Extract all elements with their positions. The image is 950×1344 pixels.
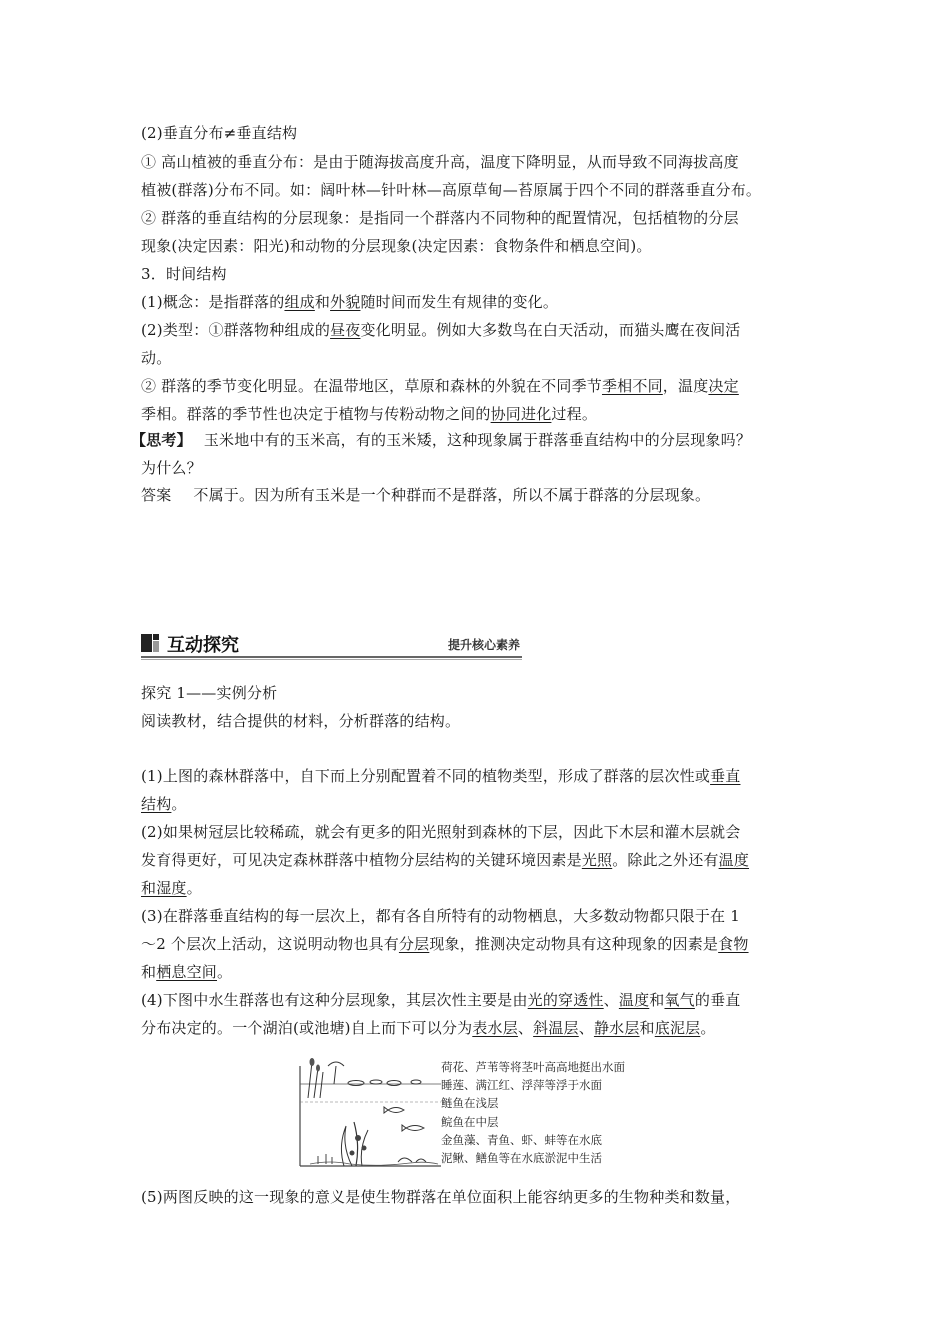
figure-label: 金鱼藻、青鱼、虾、蚌等在水底: [441, 1132, 602, 1147]
answer-blank: 决定: [708, 377, 739, 395]
answer-blank: 光照: [581, 851, 613, 869]
section-header: [141, 630, 522, 660]
text: 。: [217, 963, 233, 981]
answer-blank: 静水层: [593, 1019, 640, 1037]
section-marker-icon: [141, 634, 159, 652]
figure-labels: [441, 1058, 625, 1167]
text: 。: [186, 879, 202, 897]
text: 和: [141, 963, 157, 981]
text: 不属于。因为所有玉米是一个种群而不是群落，所以不属于群落的分层现象。: [193, 486, 711, 504]
figure-label: 鲩鱼在中层: [441, 1114, 499, 1129]
item1-line1: ① 高山植被的垂直分布：是由于随海拔高度升高，温度下降明显，从而导致不同海拔高度: [141, 153, 739, 171]
text: (1)概念：是指群落的: [141, 293, 285, 311]
section-subtitle: 提升核心素养: [447, 638, 520, 652]
answer-blank: 结构: [141, 795, 172, 813]
text: 。除此之外还有: [612, 851, 719, 869]
answer-blank: 光的穿透性: [527, 991, 604, 1009]
season-line2: [141, 404, 821, 424]
answer-blank: 表水层: [472, 1019, 518, 1037]
answer-blank: 外貌: [330, 293, 361, 311]
think-question-line1: [131, 430, 811, 450]
item2-line2: 现象(决定因素：阳光)和动物的分层现象(决定因素：食物条件和栖息空间)。: [141, 237, 652, 255]
text: 、: [603, 991, 619, 1009]
text: 和: [639, 1019, 655, 1037]
text: 和: [649, 991, 665, 1009]
text: 和: [314, 293, 331, 311]
text: 变化明显。例如大多数鸟在白天活动，而猫头鹰在夜间活: [360, 321, 741, 339]
answer-blank: 和湿度: [141, 879, 187, 897]
answer-blank: 温度: [618, 991, 650, 1009]
p4-line2: [141, 1018, 821, 1038]
answer-line: [141, 485, 821, 505]
figure-label: 泥鳅、鳝鱼等在水底淤泥中生活: [441, 1151, 602, 1166]
p2-line2: [141, 850, 821, 870]
time-structure-title: 3．时间结构: [141, 265, 227, 283]
p3-line3: [141, 962, 821, 982]
answer-blank: 分层: [398, 935, 430, 953]
type-line2: 动。: [141, 349, 172, 367]
explore-title: 探究 1——实例分析: [141, 684, 278, 702]
p1-line1: [141, 766, 821, 786]
text: 发育得更好，可见决定森林群落中植物分层结构的关键环境因素是: [141, 851, 582, 869]
p3-line1: (3)在群落垂直结构的每一层次上，都有各自所特有的动物栖息，大多数动物都只限于在 1: [141, 907, 740, 925]
p4-line1: [141, 990, 821, 1010]
text: (1)上图的森林群落中，自下而上分别配置着不同的植物类型，形成了群落的层次性或: [141, 767, 711, 785]
figure-label: 鲢鱼在浅层: [441, 1096, 499, 1111]
text: 过程。: [551, 405, 598, 423]
text: ，温度: [662, 377, 709, 395]
answer-blank: 食物: [718, 935, 749, 953]
answer-blank: 昼夜: [330, 321, 361, 339]
text: 。: [700, 1019, 716, 1037]
answer-blank: 协同进化: [490, 405, 552, 423]
p1-line2: [141, 794, 821, 814]
vertical-title: (2)垂直分布≠垂直结构: [141, 124, 298, 142]
answer-blank: 垂直: [710, 767, 741, 785]
text: 季相。群落的季节性也决定于植物与传粉动物之间的: [141, 405, 491, 423]
text: 、: [517, 1019, 534, 1037]
concept-line: [141, 292, 821, 312]
figure-label: 荷花、芦苇等将茎叶高高地挺出水面: [441, 1060, 625, 1074]
season-line1: [141, 376, 821, 396]
section-title: 互动探究: [167, 635, 239, 656]
answer-blank: 斜温层: [533, 1019, 579, 1037]
figure-label: 睡莲、满江红、浮萍等浮于水面: [441, 1078, 602, 1093]
text: 现象，推测决定动物具有这种现象的因素是: [429, 935, 719, 953]
text: ② 群落的季节变化明显。在温带地区，草原和森林的外貌在不同季节: [141, 377, 602, 395]
item2-line1: ② 群落的垂直结构的分层现象：是指同一个群落内不同物种的配置情况，包括植物的分层: [141, 209, 739, 227]
p2-line3: [141, 878, 821, 898]
text: 、: [578, 1019, 594, 1037]
pond-illustration: [298, 1058, 443, 1170]
answer-blank: 底泥层: [654, 1019, 701, 1037]
p2-line1: (2)如果树冠层比较稀疏，就会有更多的阳光照射到森林的下层，因此下木层和灌木层就会: [141, 823, 741, 841]
think-question-line2: 为什么？: [141, 459, 202, 477]
text: (2)类型：①群落物种组成的: [141, 321, 331, 339]
text: 玉米地中有的玉米高，有的玉米矮，这种现象属于群落垂直结构中的分层现象吗？: [203, 431, 752, 449]
type-line1: [141, 320, 821, 340]
answer-tag: 答案: [141, 486, 172, 504]
think-tag: 【思考】: [131, 431, 192, 449]
answer-blank: 氧气: [664, 991, 695, 1009]
text: ～2 个层次上活动，这说明动物也具有: [141, 935, 399, 953]
text: 分布决定的。一个湖泊(或池塘)自上而下可以分为: [141, 1019, 473, 1037]
answer-blank: 温度: [718, 851, 750, 869]
p3-line2: [141, 934, 821, 954]
text: 。: [171, 795, 187, 813]
text: (4)下图中水生群落也有这种分层现象，其层次性主要是由: [141, 991, 528, 1009]
answer-blank: 栖息空间: [156, 963, 218, 981]
text: 的垂直: [694, 991, 741, 1009]
answer-blank: 季相不同: [601, 377, 663, 395]
pond-layers-figure: [298, 1058, 658, 1170]
answer-blank: 组成: [284, 293, 315, 311]
p5-line1: (5)两图反映的这一现象的意义是使生物群落在单位面积上能容纳更多的生物种类和数量，: [141, 1188, 741, 1206]
explore-intro: 阅读教材，结合提供的材料，分析群落的结构。: [141, 712, 461, 730]
item1-line2: 植被(群落)分布不同。如：阔叶林—针叶林—高原草甸—苔原属于四个不同的群落垂直分布。: [141, 181, 762, 199]
text: 随时间而发生有规律的变化。: [360, 293, 559, 311]
